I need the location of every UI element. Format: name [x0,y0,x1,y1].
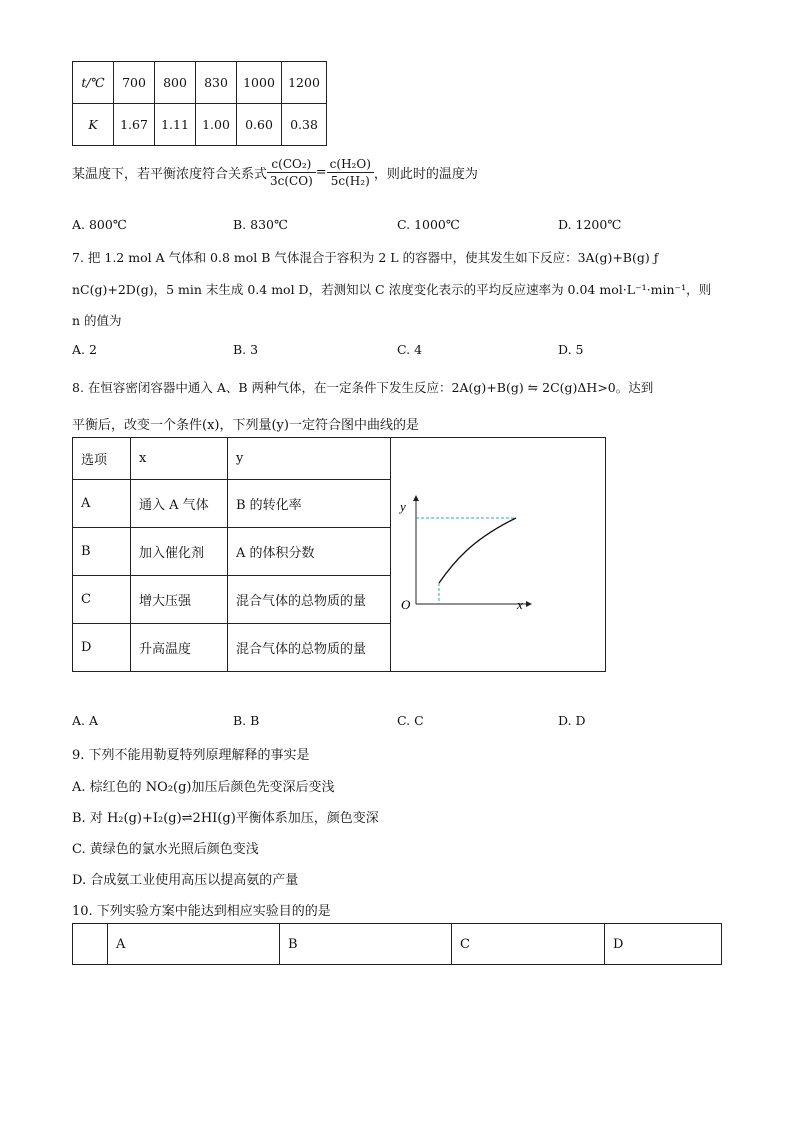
k-table-cell: 1000 [237,62,282,104]
q10-header-blank [73,924,108,965]
q8-table [72,437,606,672]
q8-cell: A 的体积分数 [228,528,391,576]
q6-eq: = [315,165,327,180]
q8-cell: B [73,528,131,576]
k-table-header-t: t/℃ [73,62,114,104]
k-table-cell: 830 [196,62,237,104]
q7-option-d[interactable]: D. 5 [558,342,584,357]
k-table-row-temp [73,62,327,104]
q8-graph-cell [391,438,606,672]
q6-fraction-right [327,156,374,189]
q8-option-c[interactable]: C. C [397,713,424,728]
q8-graph [391,439,605,671]
q6-option-c[interactable]: C. 1000℃ [397,217,460,232]
q6-frac2-den: 5c(H₂) [330,174,370,188]
q8-cell: 加入催化剂 [131,528,228,576]
q6-frac2-num: c(H₂O) [327,156,374,173]
q8-header-x: x [131,438,228,480]
q8-option-d[interactable]: D. D [558,713,586,728]
q10-header-d: D [605,924,722,965]
q8-header-y: y [228,438,391,480]
k-table-cell: 0.60 [237,104,282,146]
q10-table [72,923,722,965]
q9-choice-d[interactable]: D. 合成氨工业使用高压以提高氨的产量 [72,873,299,888]
k-table-cell: 1.00 [196,104,237,146]
q10-stem: 10. 下列实验方案中能达到相应实验目的的是 [72,904,331,919]
q8-cell: 升高温度 [131,624,228,672]
q8-header-option: 选项 [73,438,131,480]
q8-option-b[interactable]: B. B [233,713,260,728]
q8-cell: C [73,576,131,624]
q9-stem: 9. 下列不能用勒夏特列原理解释的事实是 [72,748,310,763]
q7-option-b[interactable]: B. 3 [233,342,259,357]
q6-stem [72,156,478,189]
q10-table-header-row [73,924,722,965]
q8-cell: 混合气体的总物质的量 [228,624,391,672]
q8-cell: A [73,480,131,528]
k-table-cell: 0.38 [282,104,327,146]
q6-frac1-num: c(CO₂) [267,156,316,173]
q6-frac1-den: 3c(CO) [270,174,313,188]
x-axis-label: x [517,596,523,612]
q8-cell: 通入 A 气体 [131,480,228,528]
q6-prefix: 某温度下，若平衡浓度符合关系式 [72,167,268,182]
k-table-cell: 1.67 [114,104,155,146]
q6-fraction-left [267,156,316,189]
q7-option-a[interactable]: A. 2 [72,342,97,357]
q9-choice-a[interactable]: A. 棕红色的 NO₂(g)加压后颜色先变深后变浅 [72,780,335,795]
q10-header-b: B [280,924,452,965]
k-table-cell: 1.11 [155,104,196,146]
q8-line2: 平衡后，改变一个条件(x)，下列量(y)一定符合图中曲线的是 [72,418,419,433]
curve [439,518,516,583]
q8-line1: 8. 在恒容密闭容器中通入 A、B 两种气体，在一定条件下发生反应：2A(g)+B(g) ⇋ 2C(g)ΔH>0。达到 [72,380,654,395]
q10-header-c: C [452,924,605,965]
q6-option-b[interactable]: B. 830℃ [233,217,288,232]
q8-cell: D [73,624,131,672]
q7-line1: 7. 把 1.2 mol A 气体和 0.8 mol B 气体混合于容积为 2 L 的容器中，使其发生如下反应：3A(g)+B(g) ƒ [72,250,659,265]
k-table-header-k: K [73,104,114,146]
q7-line2: nC(g)+2D(g)，5 min 末生成 0.4 mol D，若测知以 C 浓度变化表示的平均反应速率为 0.04 mol·L⁻¹·min⁻¹，则 [72,282,712,297]
q6-option-d[interactable]: D. 1200℃ [558,217,622,232]
q8-option-a[interactable]: A. A [72,713,99,728]
k-table-cell: 1200 [282,62,327,104]
y-axis-arrow-icon [413,495,419,501]
k-table [72,61,327,146]
k-table-cell: 700 [114,62,155,104]
x-axis-arrow-icon [526,601,532,607]
k-table-row-k [73,104,327,146]
q8-table-header-row [73,438,606,480]
q8-cell: B 的转化率 [228,480,391,528]
q6-suffix: ，则此时的温度为 [373,167,478,182]
q9-choice-b[interactable]: B. 对 H₂(g)+I₂(g)⇌2HI(g)平衡体系加压，颜色变深 [72,811,379,826]
y-axis-label: y [400,498,406,514]
q8-cell: 增大压强 [131,576,228,624]
q8-cell: 混合气体的总物质的量 [228,576,391,624]
q6-option-a[interactable]: A. 800℃ [72,217,127,232]
q10-header-a: A [108,924,280,965]
q7-line3: n 的值为 [72,313,122,328]
origin-label: O [401,596,411,612]
q7-option-c[interactable]: C. 4 [397,342,423,357]
q9-choice-c[interactable]: C. 黄绿色的氯水光照后颜色变浅 [72,842,259,857]
k-table-cell: 800 [155,62,196,104]
